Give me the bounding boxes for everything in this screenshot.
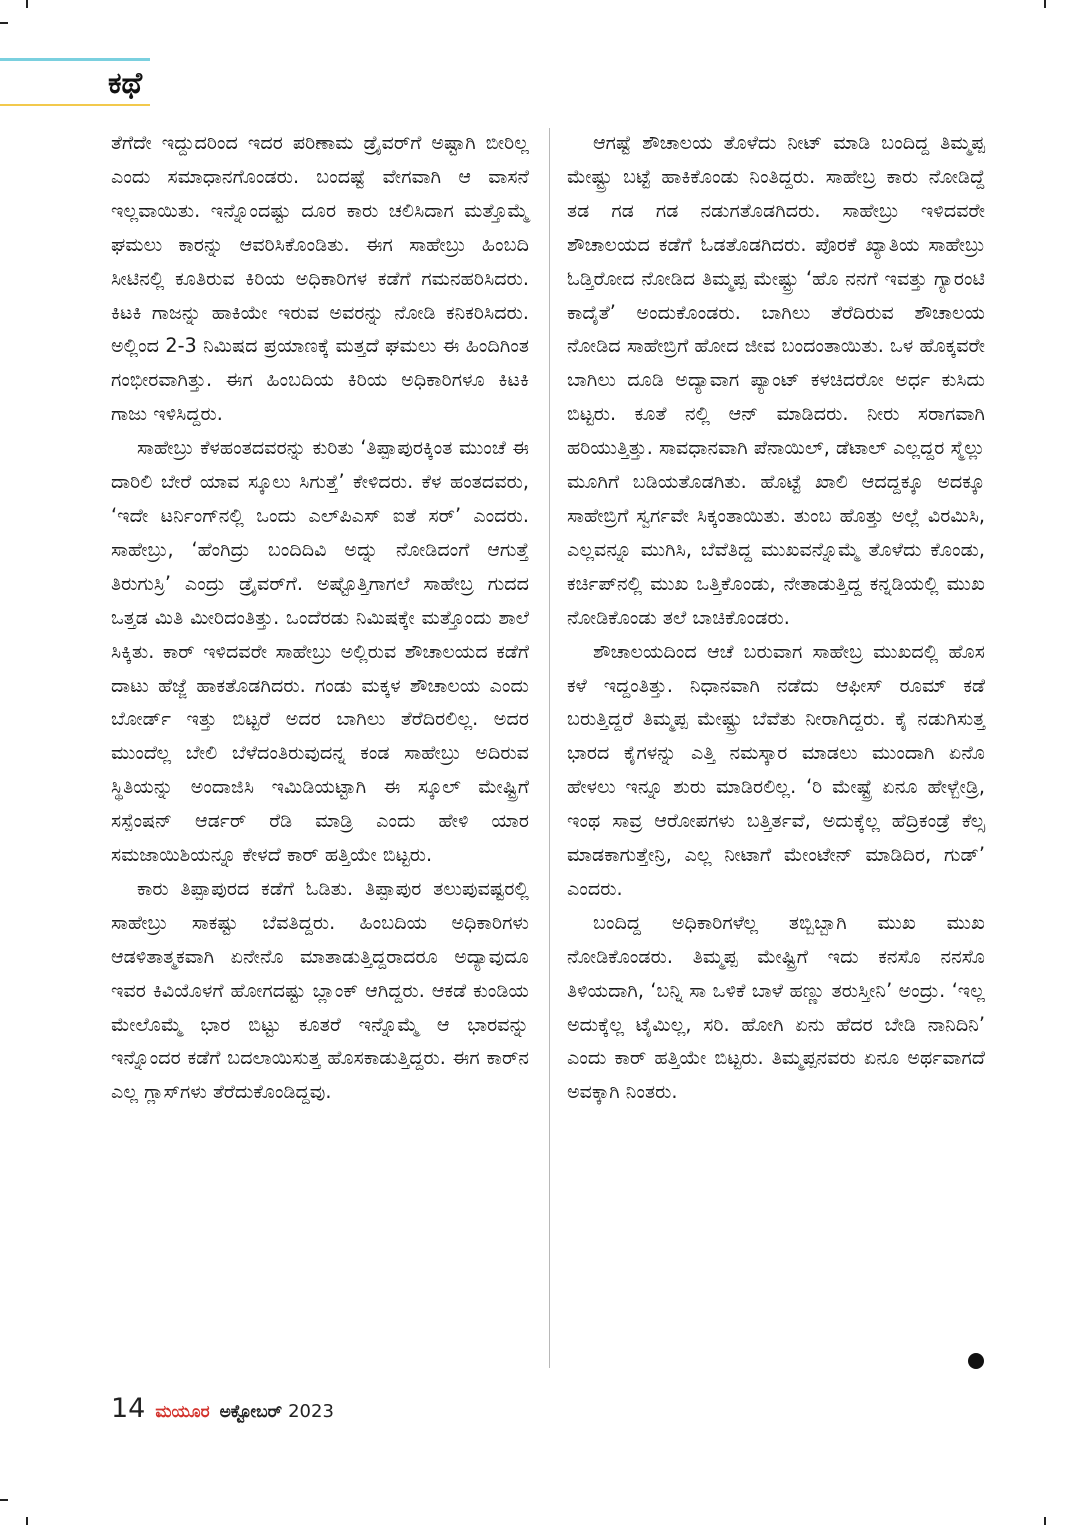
- paragraph: ಕಾರು ತಿಪ್ಪಾಪುರದ ಕಡೆಗೆ ಓಡಿತು. ತಿಪ್ಪಾಪುರ ತಲುಪುವಷ್ಟರಲ್ಲಿ ಸಾಹೇಬ್ರು ಸಾಕಷ್ಟು ಬೆವತಿದ್ದರು. ಹಿಂಬದಿಯ ಅಧಿಕಾರಿಗಳು ಆಡಳಿತಾತ್ಮಕವಾಗಿ ಏನೇನೊ ಮಾತಾಡುತ್ತಿದ್ದರಾದರೂ ಅದ್ಯಾವುದೂ ಇವರ ಕಿವಿಯೊಳಗೆ ಹೋಗದಷ್ಟು ಬ್ಲಾಂಕ್ ಆಗಿದ್ದರು. ಆಕಡೆ ಕುಂಡಿಯ ಮೇಲೊಮ್ಮೆ ಭಾರ ಬಿಟ್ಟು ಕೂತರೆ ಇನ್ನೊಮ್ಮೆ ಆ ಭಾರವನ್ನು ಇನ್ನೊಂದರ ಕಡೆಗೆ ಬದಲಾಯಿಸುತ್ತ ಹೊಸಕಾಡುತ್ತಿದ್ದರು. ಈಗ ಕಾರ್‌ನ ಎಲ್ಲ ಗ್ಲಾಸ್‌ಗಳು ತೆರೆದುಕೊಂಡಿದ್ದವು.: [111, 876, 529, 1104]
- issue-year: 2023: [288, 1401, 334, 1422]
- crop-mark: [0, 1499, 8, 1501]
- issue-month: ಅಕ್ಟೋಬರ್: [219, 1402, 283, 1422]
- header-rule-top: [0, 58, 150, 61]
- end-of-story-mark: [968, 1353, 984, 1369]
- paragraph: ಶೌಚಾಲಯದಿಂದ ಆಚೆ ಬರುವಾಗ ಸಾಹೇಬ್ರ ಮುಖದಲ್ಲಿ ಹೊಸ ಕಳೆ ಇದ್ದಂತಿತ್ತು. ನಿಧಾನವಾಗಿ ನಡೆದು ಆಫೀಸ್ ರೂಮ್ ಕಡೆ ಬರುತ್ತಿದ್ದರೆ ತಿಮ್ಮಪ್ಪ ಮೇಷ್ಟ್ರು ಬೆವೆತು ನೀರಾಗಿದ್ದರು. ಕೈ ನಡುಗಿಸುತ್ತ ಭಾರದ ಕೈಗಳನ್ನು ಎತ್ತಿ ನಮಸ್ಕಾರ ಮಾಡಲು ಮುಂದಾಗಿ ಏನೊ ಹೇಳಲು ಇನ್ನೂ ಶುರು ಮಾಡಿರಲಿಲ್ಲ. ‘ರಿ ಮೇಷ್ಟ್ರೆ ಏನೂ ಹೇಳ್ಬೇಡ್ರಿ, ಇಂಥ ಸಾವ್ರ ಆರೋಪಗಳು ಬತ್ತಿರ್ತವೆ, ಅದುಕ್ಕೆಲ್ಲ ಹೆದ್ರಿಕಂಡ್ರೆ ಕೆಲ್ಸ ಮಾಡಕಾಗುತ್ತೇನ್ರಿ, ಎಲ್ಲ ನೀಟಾಗೆ ಮೇಂಟೇನ್ ಮಾಡಿದಿರ, ಗುಡ್’ ಎಂದರು.: [567, 639, 985, 900]
- magazine-name: ಮಯೂರ: [155, 1402, 210, 1422]
- crop-mark: [1044, 1517, 1046, 1525]
- section-title: ಕಥೆ: [108, 66, 143, 101]
- page-footer: [111, 1393, 334, 1429]
- paragraph: ತೆಗೆದೇ ಇದ್ದುದರಿಂದ ಇದರ ಪರಿಣಾಮ ಡ್ರೈವರ್‌ಗೆ ಅಷ್ಟಾಗಿ ಬೀರಿಲ್ಲ ಎಂದು ಸಮಾಧಾನಗೊಂಡರು. ಬಂದಷ್ಟೆ ವೇಗವಾಗಿ ಆ ವಾಸನೆ ಇಲ್ಲವಾಯಿತು. ಇನ್ನೊಂದಷ್ಟು ದೂರ ಕಾರು ಚಲಿಸಿದಾಗ ಮತ್ತೊಮ್ಮೆ ಘಮಲು ಕಾರನ್ನು ಆವರಿಸಿಕೊಂಡಿತು. ಈಗ ಸಾಹೇಬ್ರು ಹಿಂಬದಿ ಸೀಟಿನಲ್ಲಿ ಕೂತಿರುವ ಕಿರಿಯ ಅಧಿಕಾರಿಗಳ ಕಡೆಗೆ ಗಮನಹರಿಸಿದರು. ಕಿಟಕಿ ಗಾಜನ್ನು ಹಾಕಿಯೇ ಇರುವ ಅವರನ್ನು ನೋಡಿ ಕನಿಕರಿಸಿದರು. ಅಲ್ಲಿಂದ 2-3 ನಿಮಿಷದ ಪ್ರಯಾಣಕ್ಕೆ ಮತ್ತದೆ ಘಮಲು ಈ ಹಿಂದಿಗಿಂತ ಗಂಭೀರವಾಗಿತ್ತು. ಈಗ ಹಿಂಬದಿಯ ಕಿರಿಯ ಅಧಿಕಾರಿಗಳೂ ಕಿಟಕಿ ಗಾಜು ಇಳಿಸಿದ್ದರು.: [111, 131, 529, 426]
- column-divider: [549, 128, 550, 1368]
- crop-mark: [26, 0, 28, 8]
- paragraph: ಬಂದಿದ್ದ ಅಧಿಕಾರಿಗಳೆಲ್ಲ ತಬ್ಬಿಬ್ಬಾಗಿ ಮುಖ ಮುಖ ನೋಡಿಕೊಂಡರು. ತಿಮ್ಮಪ್ಪ ಮೇಷ್ಟ್ರಿಗೆ ಇದು ಕನಸೊ ನನಸೊ ತಿಳಿಯದಾಗಿ, ‘ಬನ್ನಿ ಸಾ ಒಳಿಕೆ ಬಾಳೆ ಹಣ್ಣು ತರುಸ್ತೀನಿ’ ಅಂದ್ರು. ‘ಇಲ್ಲ ಅದುಕ್ಕೆಲ್ಲ ಟೈಮಿಲ್ಲ, ಸರಿ. ಹೋಗಿ ಏನು ಹೆದರ ಬೇಡಿ ನಾನಿದಿನಿ’ ಎಂದು ಕಾರ್ ಹತ್ತಿಯೇ ಬಿಟ್ಟರು. ತಿಮ್ಮಪ್ಪನವರು ಏನೂ ಅರ್ಥವಾಗದೆ ಅವಕ್ಕಾಗಿ ನಿಂತರು.: [567, 910, 985, 1104]
- paragraph: ಆಗಷ್ಟೆ ಶೌಚಾಲಯ ತೊಳೆದು ನೀಟ್ ಮಾಡಿ ಬಂದಿದ್ದ ತಿಮ್ಮಪ್ಪ ಮೇಷ್ಟ್ರು ಬಟ್ಟೆ ಹಾಕಿಕೊಂಡು ನಿಂತಿದ್ದರು. ಸಾಹೇಬ್ರ ಕಾರು ನೋಡಿದ್ದೆ ತಡ ಗಡ ಗಡ ನಡುಗತೊಡಗಿದರು. ಸಾಹೇಬ್ರು ಇಳಿದವರೇ ಶೌಚಾಲಯದ ಕಡೆಗೆ ಓಡತೊಡಗಿದರು. ಪೊರಕೆ ಖ್ಯಾತಿಯ ಸಾಹೇಬ್ರು ಓಡ್ತಿರೋದ ನೋಡಿದ ತಿಮ್ಮಪ್ಪ ಮೇಷ್ಟ್ರು ‘ಹೊ ನನಗೆ ಇವತ್ತು ಗ್ಯಾರಂಟಿ ಕಾದೈತೆ’ ಅಂದುಕೊಂಡರು. ಬಾಗಿಲು ತೆರೆದಿರುವ ಶೌಚಾಲಯ ನೋಡಿದ ಸಾಹೇಬ್ರಿಗೆ ಹೋದ ಜೀವ ಬಂದಂತಾಯಿತು. ಒಳ ಹೊಕ್ಕವರೇ ಬಾಗಿಲು ದೂಡಿ ಅದ್ಯಾವಾಗ ಪ್ಯಾಂಟ್ ಕಳಚಿದರೋ ಅರ್ಧ ಕುಸಿದು ಬಿಟ್ಟರು. ಕೂತೆ ನಲ್ಲಿ ಆನ್ ಮಾಡಿದರು. ನೀರು ಸರಾಗವಾಗಿ ಹರಿಯುತ್ತಿತ್ತು. ಸಾವಧಾನವಾಗಿ ಪೆನಾಯಿಲ್, ಡೆಟಾಲ್ ಎಲ್ಲದ್ದರ ಸ್ಮೆಲ್ಲು ಮೂಗಿಗೆ ಬಡಿಯತೊಡಗಿತು. ಹೊಟ್ಟೆ ಖಾಲಿ ಆದದ್ದಕ್ಕೂ ಅದಕ್ಕೂ ಸಾಹೇಬ್ರಿಗೆ ಸ್ವರ್ಗವೇ ಸಿಕ್ಕಂತಾಯಿತು. ತುಂಬ ಹೊತ್ತು ಅಲ್ಲೆ ವಿರಮಿಸಿ, ಎಲ್ಲವನ್ನೂ ಮುಗಿಸಿ, ಬೆವೆತಿದ್ದ ಮುಖವನ್ನೊಮ್ಮೆ ತೊಳೆದು ಕೊಂಡು, ಕರ್ಚಿಪ್‌ನಲ್ಲಿ ಮುಖ ಒತ್ತಿಕೊಂಡು, ನೇತಾಡುತ್ತಿದ್ದ ಕನ್ನಡಿಯಲ್ಲಿ ಮುಖ ನೋಡಿಕೊಂಡು ತಲೆ ಬಾಚಿಕೊಂಡರು.: [567, 131, 985, 629]
- paragraph: ಸಾಹೇಬ್ರು ಕೆಳಹಂತದವರನ್ನು ಕುರಿತು ‘ತಿಪ್ಪಾಪುರಕ್ಕಿಂತ ಮುಂಚೆ ಈ ದಾರಿಲಿ ಬೇರೆ ಯಾವ ಸ್ಕೂಲು ಸಿಗುತ್ತೆ’ ಕೇಳಿದರು. ಕೆಳ ಹಂತದವರು, ‘ಇದೇ ಟರ್ನಿಂಗ್‌ನಲ್ಲಿ ಒಂದು ಎಲ್‌ಪಿಎಸ್ ಐತೆ ಸರ್’ ಎಂದರು. ಸಾಹೇಬ್ರು, ‘ಹೆಂಗಿದ್ರು ಬಂದಿದಿವಿ ಅದ್ನು ನೋಡಿದಂಗೆ ಆಗುತ್ತೆ ತಿರುಗುಸ್ರಿ’ ಎಂದ್ರು ಡ್ರೈವರ್‌ಗೆ. ಅಷ್ಟೊತ್ತಿಗಾಗಲೆ ಸಾಹೇಬ್ರ ಗುದದ ಒತ್ತಡ ಮಿತಿ ಮೀರಿದಂತಿತ್ತು. ಒಂದೆರಡು ನಿಮಿಷಕ್ಕೇ ಮತ್ತೊಂದು ಶಾಲೆ ಸಿಕ್ಕಿತು. ಕಾರ್ ಇಳಿದವರೇ ಸಾಹೇಬ್ರು ಅಲ್ಲಿರುವ ಶೌಚಾಲಯದ ಕಡೆಗೆ ದಾಟು ಹೆಜ್ಜೆ ಹಾಕತೊಡಗಿದರು. ಗಂಡು ಮಕ್ಕಳ ಶೌಚಾಲಯ ಎಂದು ಬೋರ್ಡ್ ಇತ್ತು ಬಿಟ್ಟರೆ ಅದರ ಬಾಗಿಲು ತೆರೆದಿರಲಿಲ್ಲ. ಅದರ ಮುಂದೆಲ್ಲ ಬೇಲಿ ಬೆಳೆದಂತಿರುವುದನ್ನ ಕಂಡ ಸಾಹೇಬ್ರು ಅದಿರುವ ಸ್ಥಿತಿಯನ್ನು ಅಂದಾಜಿಸಿ ಇಮಿಡಿಯಟ್ಟಾಗಿ ಈ ಸ್ಕೂಲ್ ಮೇಷ್ಟ್ರಿಗೆ ಸಸ್ಪೆಂಷನ್ ಆರ್ಡರ್ ರೆಡಿ ಮಾಡ್ರಿ ಎಂದು ಹೇಳಿ ಯಾರ ಸಮಜಾಯಿಶಿಯನ್ನೂ ಕೇಳದೆ ಕಾರ್ ಹತ್ತಿಯೇ ಬಿಟ್ಟರು.: [111, 436, 529, 867]
- page-number: 14: [111, 1393, 146, 1424]
- header-rule-bottom: [0, 104, 150, 106]
- right-column: [567, 126, 985, 1109]
- crop-mark: [26, 1517, 28, 1525]
- crop-mark: [1044, 0, 1046, 8]
- crop-mark: [0, 22, 8, 24]
- left-column: [111, 126, 529, 1109]
